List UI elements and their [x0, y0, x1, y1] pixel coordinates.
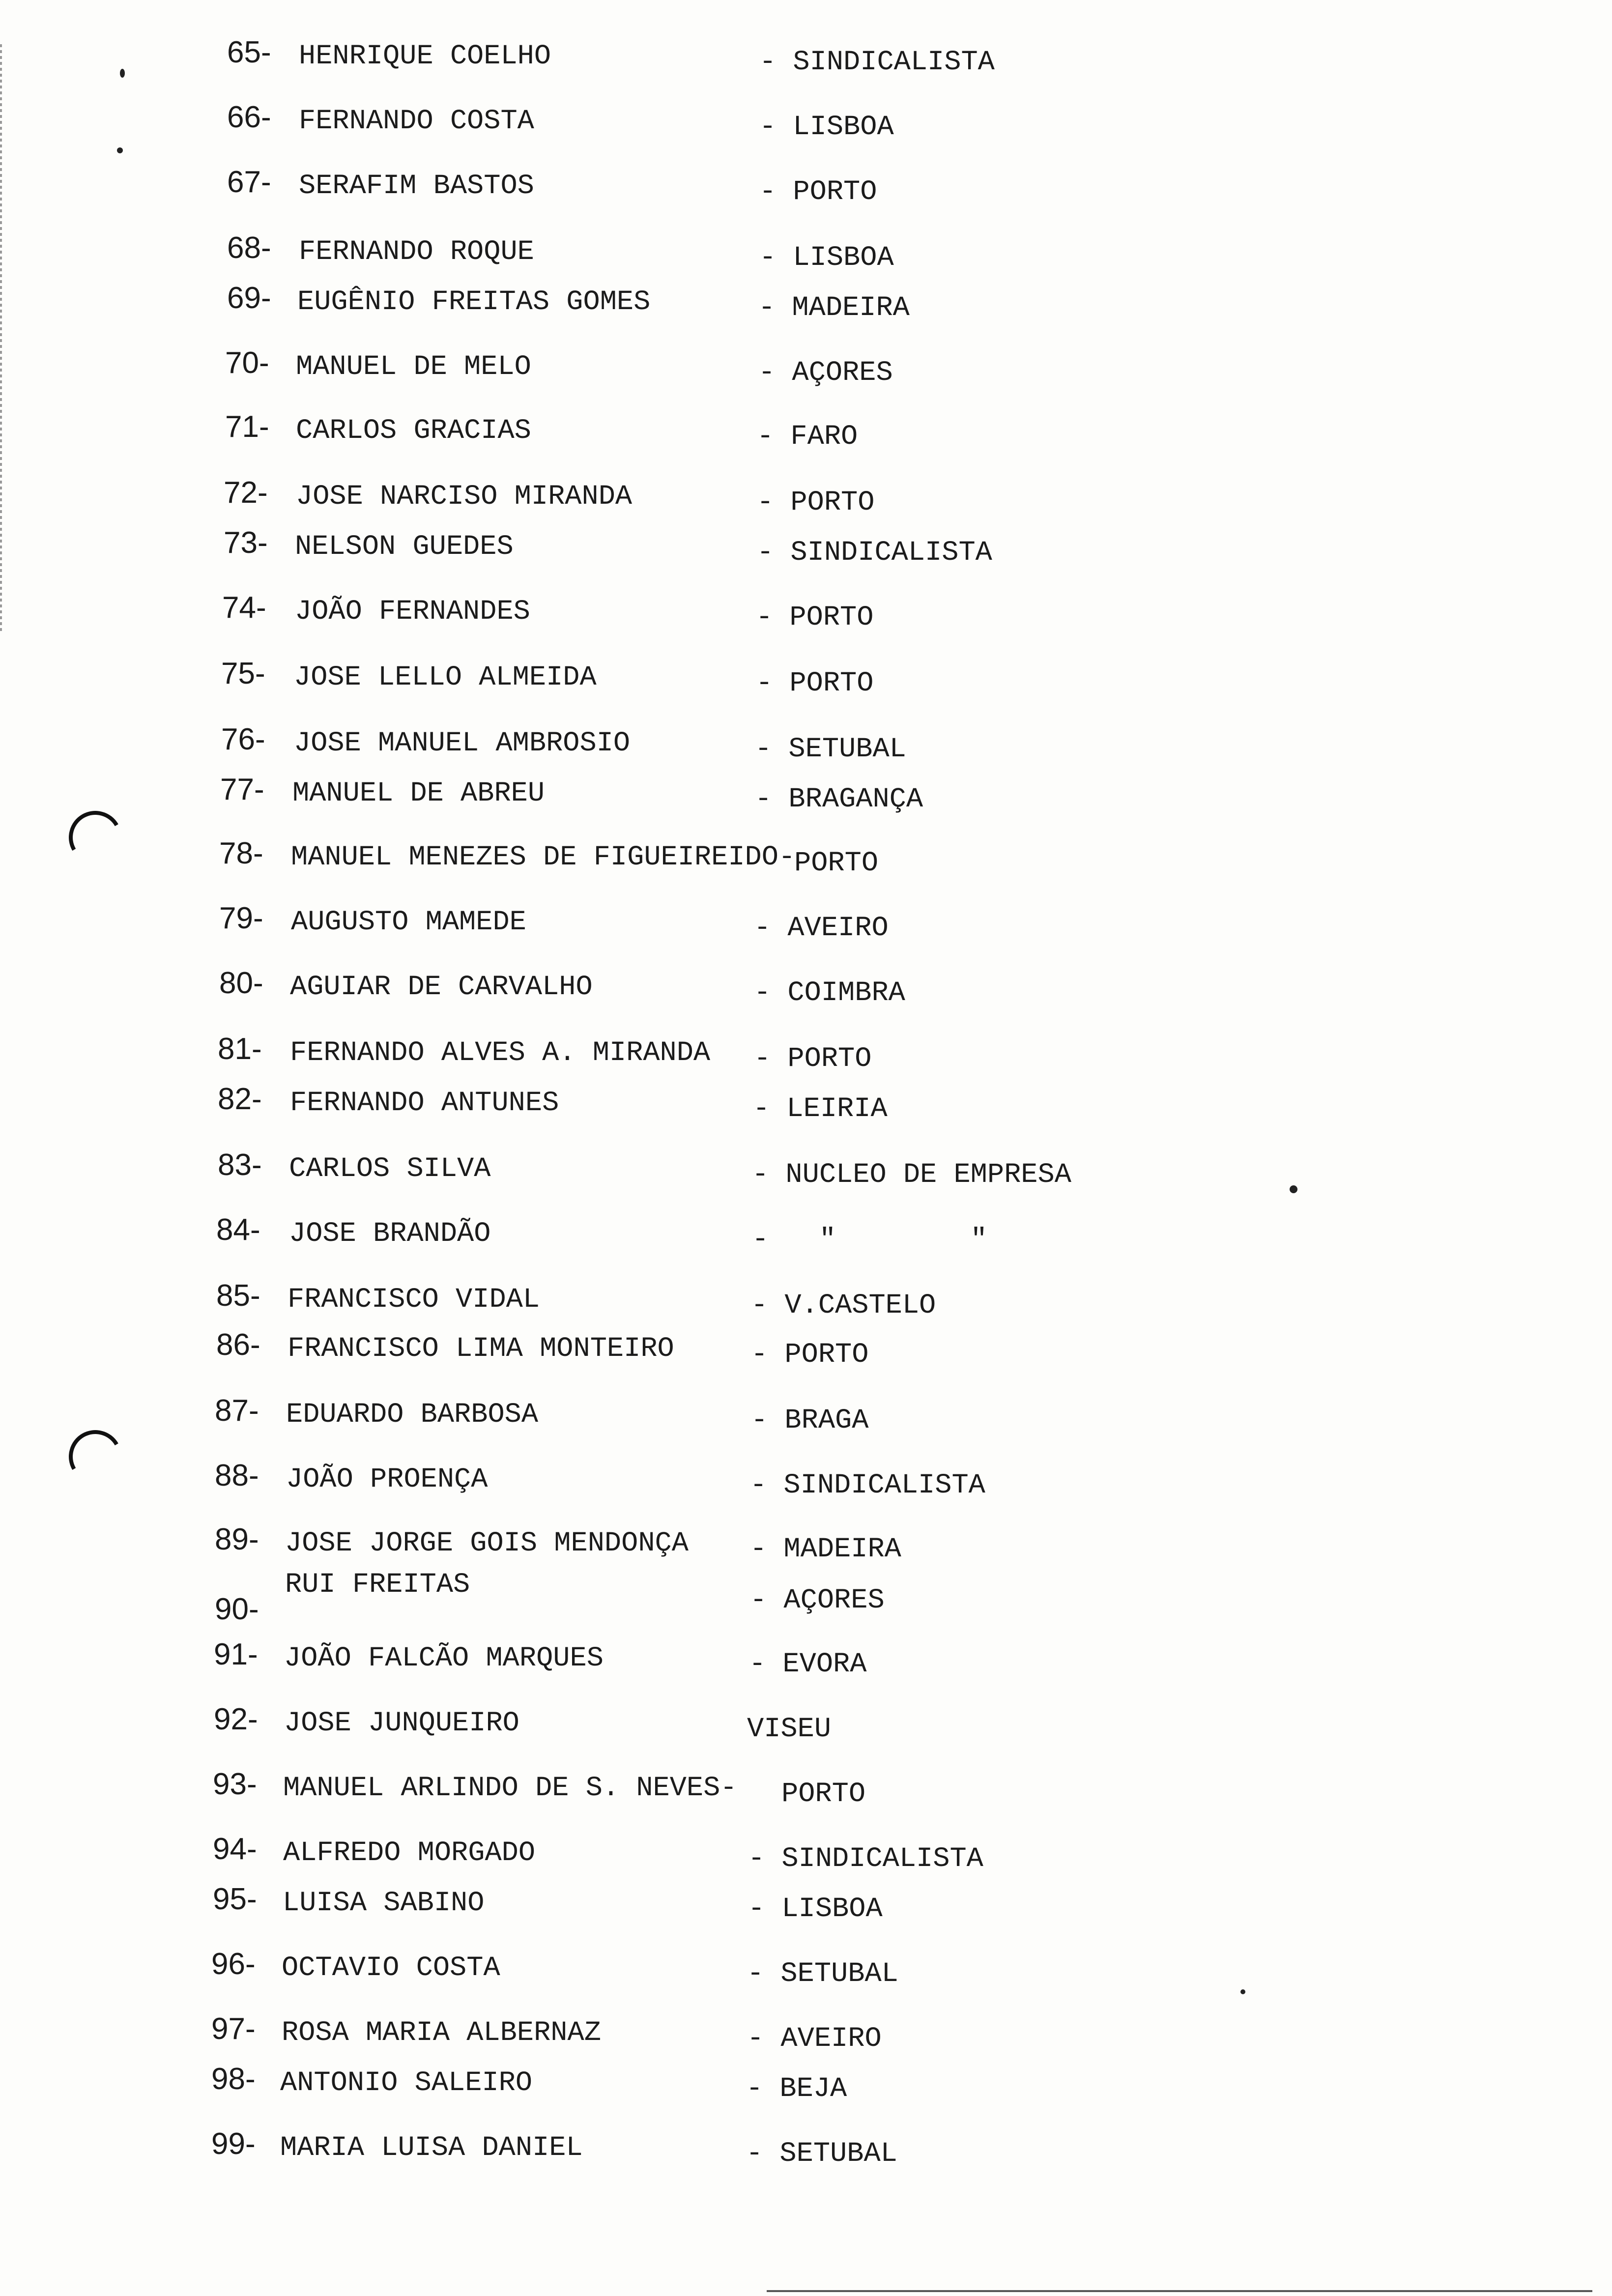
entry-place: PORTO: [794, 848, 879, 879]
entry-number: 79-: [219, 901, 263, 935]
entry-number: 83-: [218, 1148, 262, 1182]
entry-name: JOSE LELLO ALMEIDA: [294, 662, 597, 693]
entry-place: - COIMBRA: [754, 977, 905, 1009]
entry-number: 99-: [211, 2127, 256, 2161]
entry-name: MANUEL MENEZES DE FIGUEIREIDO-: [291, 842, 796, 873]
entry-place: PORTO: [781, 1779, 866, 1810]
entry-number: 71-: [225, 410, 269, 444]
entry-name: JOSE MANUEL AMBROSIO: [294, 728, 631, 759]
entry-place: - AÇORES: [758, 357, 893, 389]
entry-number: 89-: [215, 1522, 259, 1556]
entry-number: 70-: [225, 346, 269, 380]
entry-place: - SETUBAL: [747, 1958, 898, 1990]
entry-name: MANUEL ARLINDO DE S. NEVES-: [283, 1773, 737, 1804]
punch-hole-mark-top: [63, 805, 128, 870]
entry-number: 88-: [215, 1459, 259, 1492]
entry-place: - MADEIRA: [750, 1534, 901, 1565]
entry-number: 65-: [227, 35, 271, 69]
entry-number: 93-: [213, 1767, 257, 1801]
entry-place: VISEU: [747, 1714, 832, 1745]
entry-name: AGUIAR DE CARVALHO: [290, 972, 593, 1003]
speck: [1240, 1989, 1245, 1994]
entry-number: 85-: [216, 1279, 260, 1313]
entry-number: 96-: [211, 1947, 256, 1981]
entry-place: - EVORA: [749, 1649, 867, 1680]
entry-place: - AVEIRO: [747, 2023, 882, 2055]
entry-name: SERAFIM BASTOS: [299, 171, 534, 202]
entry-place: - SINDICALISTA: [750, 1470, 985, 1501]
entry-place: - LISBOA: [759, 242, 894, 274]
entry-number: 68-: [227, 231, 271, 265]
entry-place: - PORTO: [756, 602, 874, 633]
entry-name: NELSON GUEDES: [295, 531, 514, 563]
entry-name: JOÃO PROENÇA: [286, 1464, 488, 1495]
entry-place: - SINDICALISTA: [757, 537, 992, 569]
entry-name: HENRIQUE COELHO: [299, 41, 551, 72]
entry-name: JOSE JUNQUEIRO: [284, 1708, 519, 1739]
entry-place: - AÇORES: [750, 1585, 885, 1616]
entry-name: RUI FREITAS: [285, 1569, 470, 1601]
speck: [117, 147, 123, 153]
speck: [120, 69, 125, 78]
entry-place: - NUCLEO DE EMPRESA: [752, 1159, 1071, 1191]
entry-name: JOÃO FALCÃO MARQUES: [284, 1643, 604, 1674]
margin-dotted-line: [0, 44, 2, 634]
entry-number: 84-: [216, 1213, 260, 1247]
entry-number: 94-: [213, 1832, 257, 1866]
entry-place: - BRAGANÇA: [755, 784, 923, 815]
bottom-rule: [767, 2290, 1592, 2292]
speck: [1290, 1185, 1297, 1193]
entry-number: 77-: [220, 773, 264, 806]
entry-name: EDUARDO BARBOSA: [286, 1399, 539, 1431]
entry-name: CARLOS GRACIAS: [296, 415, 531, 447]
entry-number: 97-: [211, 2012, 256, 2046]
entry-place: - LISBOA: [759, 112, 894, 143]
entry-name: JOSE NARCISO MIRANDA: [296, 481, 633, 513]
entry-name: FERNANDO ALVES A. MIRANDA: [290, 1037, 711, 1069]
entry-name: FERNANDO ANTUNES: [290, 1088, 559, 1119]
entry-name: ANTONIO SALEIRO: [280, 2067, 533, 2099]
entry-number: 67-: [227, 165, 271, 199]
entry-place: - PORTO: [757, 487, 875, 518]
entry-number: 82-: [218, 1082, 262, 1116]
entry-place: - BRAGA: [751, 1405, 869, 1436]
entry-number: 74-: [222, 591, 266, 625]
entry-name: OCTAVIO COSTA: [282, 1952, 500, 1984]
entry-number: 81-: [218, 1032, 262, 1066]
entry-number: 75-: [221, 657, 265, 690]
punch-hole-mark-bottom: [63, 1424, 128, 1489]
entry-name: AUGUSTO MAMEDE: [291, 907, 526, 938]
entry-place: - FARO: [757, 421, 858, 453]
entry-place: - MADEIRA: [758, 292, 910, 324]
entry-place: - AVEIRO: [754, 913, 889, 944]
entry-name: JOSE BRANDÃO: [289, 1218, 491, 1250]
entry-number: 72-: [224, 476, 268, 510]
entry-number: 78-: [219, 836, 263, 870]
entry-number: 66-: [227, 100, 271, 134]
entry-number: 98-: [211, 2062, 256, 2096]
entry-number: 86-: [216, 1328, 260, 1362]
entry-name: FERNANDO ROQUE: [299, 236, 534, 268]
entry-place: - SINDICALISTA: [748, 1843, 983, 1875]
entry-number: 69-: [227, 281, 271, 315]
entry-name: FRANCISCO LIMA MONTEIRO: [288, 1333, 674, 1365]
entry-name: JOÃO FERNANDES: [295, 596, 530, 628]
entry-name: MARIA LUISA DANIEL: [280, 2132, 583, 2164]
entry-place: - PORTO: [759, 176, 877, 208]
entry-number: 91-: [214, 1637, 258, 1671]
entry-name: EUGÊNIO FREITAS GOMES: [297, 287, 651, 318]
entry-name: FERNANDO COSTA: [299, 106, 534, 137]
entry-name: LUISA SABINO: [283, 1888, 485, 1919]
entry-name: JOSE JORGE GOIS MENDONÇA: [285, 1528, 689, 1559]
entry-number: 73-: [224, 526, 268, 560]
entry-place: - BEJA: [746, 2073, 847, 2105]
entry-name: MANUEL DE MELO: [296, 351, 531, 383]
entry-name: MANUEL DE ABREU: [292, 778, 545, 809]
entry-place: - PORTO: [751, 1339, 869, 1371]
entry-name: CARLOS SILVA: [289, 1153, 491, 1185]
entry-place: - V.CASTELO: [751, 1290, 936, 1321]
entry-name: ROSA MARIA ALBERNAZ: [282, 2017, 601, 2049]
entry-number: 87-: [215, 1394, 259, 1428]
entry-place: - LEIRIA: [753, 1093, 888, 1125]
entry-name: FRANCISCO VIDAL: [288, 1284, 540, 1316]
entry-place: - PORTO: [754, 1043, 872, 1075]
entry-number: 92-: [214, 1702, 258, 1736]
entry-place: - " ": [752, 1224, 987, 1256]
entry-place: - LISBOA: [748, 1894, 883, 1925]
entry-number: 80-: [219, 966, 263, 1000]
entry-place: - PORTO: [756, 668, 874, 699]
entry-number: 95-: [213, 1882, 257, 1916]
entry-number: 90-: [215, 1592, 259, 1626]
entry-number: 76-: [221, 722, 265, 756]
entry-place: - SETUBAL: [755, 734, 906, 765]
entry-name: ALFREDO MORGADO: [283, 1837, 536, 1869]
entry-place: - SETUBAL: [746, 2138, 897, 2170]
entry-place: - SINDICALISTA: [759, 47, 995, 78]
